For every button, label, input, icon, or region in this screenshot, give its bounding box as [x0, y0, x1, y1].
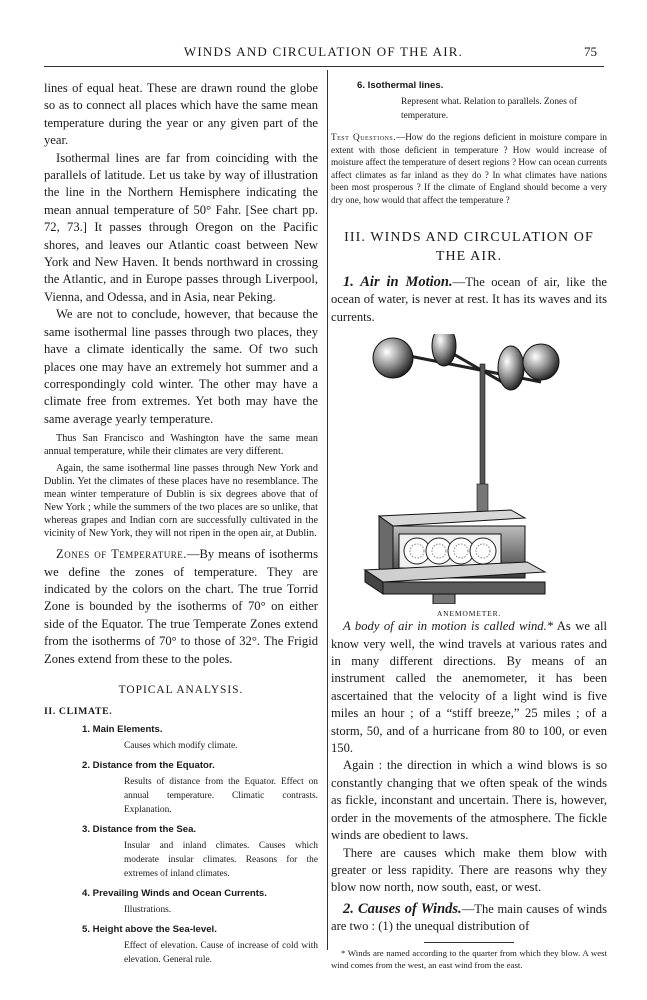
footnote: * Winds are named according to the quarter from which they blow. A west wind comes from the west, an east wind from the east.	[331, 947, 607, 970]
paragraph-wind-definition	[331, 618, 607, 757]
topic-item	[44, 760, 318, 817]
topic-label: 5. Height above the Sea-level.	[82, 923, 217, 935]
header-rule	[44, 66, 604, 67]
test-questions-text: —How do the regions deficient in moisture compare in extent with those deficient in temperature ? How would increase of moisture affect the temperature of desert regions ? How can ocean currents affect climates as far inland as they do ? In what climates have nations been most prosperous ? If the climate of England should become a very dry one, how would that affect the temperature ?	[331, 132, 607, 205]
paragraph-zones	[44, 546, 318, 668]
footnote-rule	[424, 942, 514, 943]
right-column	[331, 80, 607, 971]
paragraph-causes-of-winds	[331, 901, 607, 936]
topic-item	[44, 824, 318, 881]
page-number: 75	[584, 44, 597, 59]
column-divider	[327, 70, 328, 950]
figure-caption: ANEMOMETER.	[436, 609, 502, 619]
air-in-motion-text: —The ocean of air, like the ocean of water, is never at rest. It has its waves and its currents.	[331, 275, 607, 324]
wind-definition: A body of air in motion is called wind.*	[343, 619, 554, 634]
topic-label: 1. Main Elements.	[82, 723, 163, 735]
topic-label: 4. Prevailing Winds and Ocean Currents.	[82, 887, 267, 899]
air-in-motion-heading: 1. Air in Motion.	[343, 274, 453, 290]
topic-item	[44, 724, 318, 753]
topic-6-desc: Represent what. Relation to parallels. Zones of temperature.	[401, 97, 577, 121]
climate-heading: II. CLIMATE.	[44, 705, 113, 717]
topic-desc: Causes which modify climate.	[124, 740, 238, 751]
topic-label: 2. Distance from the Equator.	[82, 759, 215, 771]
topic-desc: Results of distance from the Equator. Effect on annual temperature. Climatic contrasts. Explanation.	[124, 776, 318, 815]
topical-analysis-title: TOPICAL ANALYSIS.	[118, 683, 244, 696]
running-head: WINDS AND CIRCULATION OF THE AIR.	[183, 44, 464, 59]
paragraph-wind-direction: Again : the direction in which a wind blows is so constantly changing that we often speak of the winds as fickle, inconstant and uncertain. There is, however, order in the movements of the atmosphere. The fickle winds are obedient to laws.	[331, 758, 607, 843]
causes-of-winds-heading: 2. Causes of Winds.	[343, 900, 462, 917]
paragraph-isothermal-lines: Isothermal lines are far from coinciding with the parallels of latitude. Let us take by way of illustration the line in the Northern Hemisphere indicating the mean annual temperature of 50° Fahr. [See chart pp. 72, 73.] It passes through Oregon on the Pacific shores, and leaves our Atlantic coast between New York and New Haven. It bends northward in crossing the Atlantic, and in Europe passes through Liverpool, Vienna, and Odessa, and in Asia, near Peking.	[44, 150, 318, 304]
topic-label: 3. Distance from the Sea.	[82, 823, 197, 835]
left-column	[44, 80, 318, 967]
paragraph-equal-heat: lines of equal heat. These are drawn round the globe so as to connect all places which have the same mean temperature during the year or any given part of the year.	[44, 81, 318, 148]
section-title: III. WINDS AND CIRCULATION OF THE AIR.	[344, 230, 594, 264]
topic-item	[44, 924, 318, 967]
paragraph-not-conclude: We are not to conclude, however, that because the same isothermal line passes through two places, they have a climate identically the same. Of two such places one may have an extremely hot summer and a correspondingly cold winter. The other may have a climate free from extremes. Yet both may have the same average yearly temperature.	[44, 307, 318, 426]
paragraph-air-in-motion	[331, 274, 607, 326]
zones-lead: Zones of Temperature.	[56, 547, 187, 562]
causes-of-winds-text: —The main causes of winds are two : (1) the unequal distribution of	[331, 901, 607, 934]
wind-definition-text: As we all know very well, the wind travels at various rates and in many different directions. By means of an instrument called the anemometer, it has been ascertained that the velocity of a light wind is five miles an hour ; of a “stiff breeze,” 25 miles ; of a storm, 50, and of a hurricane from 80 to 100, or even 150.	[331, 619, 607, 756]
anemometer-figure	[331, 334, 607, 619]
test-questions-lead: Test Questions.	[331, 132, 396, 142]
note-new-york-dublin: Again, the same isothermal line passes through New York and Dublin. Yet the climates of these places have no resemblance. The mean winter temperature of Dublin is six degrees above that of New York ; while the summers of the two places are so unlike, that whereas grapes and Indian corn are successfully cultivated in the vicinity of New York, they will not ripen in the open air, at Dublin.	[44, 463, 318, 540]
note-san-francisco: Thus San Francisco and Washington have the same mean annual temperature, while their climates are very different.	[44, 433, 318, 458]
topic-desc: Illustrations.	[124, 904, 172, 915]
topic-desc: Effect of elevation. Cause of increase of cold with elevation. General rule.	[124, 940, 318, 965]
test-questions	[331, 131, 607, 206]
zones-text: —By means of isotherms we define the zones of temperature. They are indicated by the colors on the chart. The true Torrid Zone is bounded by the isotherms of 70° on either side of the Equator. The true Temperate Zones extend from the isotherms of 70° to those of 32°. The Frigid Zones extend from these to the poles.	[44, 547, 318, 666]
paragraph-wind-causes: There are causes which make them blow with greater or less rapidity. There are reasons why they blow now north, now south, east, or west.	[331, 845, 607, 895]
topic-6-label: 6. Isothermal lines.	[357, 80, 444, 91]
topic-item	[44, 888, 318, 917]
topic-desc: Insular and inland climates. Causes which moderate insular climates. Reasons for the extremes of inland climates.	[124, 840, 318, 879]
anemometer-illustration	[331, 334, 607, 604]
